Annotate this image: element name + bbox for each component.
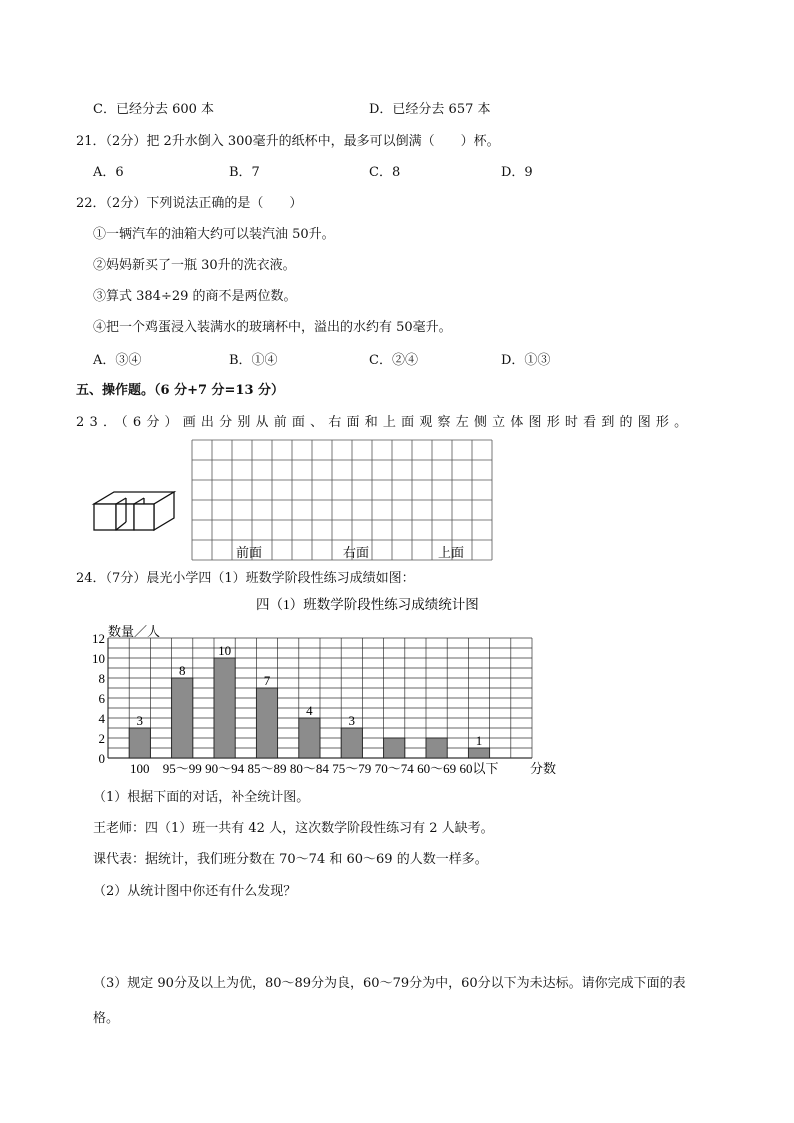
q24-stem: 24．（7分）晨光小学四（1）班数学阶段性练习成绩如图： — [76, 571, 415, 586]
q23-figure — [86, 436, 506, 566]
y-tick-label: 4 — [98, 711, 105, 726]
q22-option-c: C．②④ — [369, 353, 418, 368]
q20-option-d: D．已经分去 657 本 — [369, 102, 491, 117]
bar-data-label: 3 — [348, 713, 356, 728]
section-5-heading: 五、操作题。（6 分+7 分=13 分） — [76, 383, 285, 398]
q24-teacher-dialogue: 王老师：四（1）班一共有 42 人，这次数学阶段性练习有 2 人缺考。 — [93, 821, 494, 836]
x-tick-label: 95～99 — [162, 761, 202, 776]
y-tick-label: 12 — [92, 631, 105, 646]
q22-option-a: A．③④ — [93, 353, 142, 368]
x-tick-label: 60～69 — [417, 761, 457, 776]
view-label-front: 前面 — [236, 545, 263, 560]
chart-bar — [256, 688, 277, 758]
q24-rep-dialogue: 课代表：据统计，我们班分数在 70～74 和 60～69 的人数一样多。 — [93, 852, 488, 867]
chart-bar — [214, 658, 235, 758]
bar-data-label: 10 — [218, 643, 232, 658]
q22-option-d: D．①③ — [501, 353, 551, 368]
bar-data-label: 7 — [263, 673, 271, 688]
view-label-top: 上面 — [438, 545, 465, 560]
chart-bar — [299, 718, 320, 758]
q22-option-b: B．①④ — [229, 353, 278, 368]
q22-statement-1: ①一辆汽车的油箱大约可以装汽油 50升。 — [93, 227, 335, 242]
q23-stem: 23．（6分）画出分别从前面、右面和上面观察左侧立体图形时看到的图形。 — [76, 415, 693, 430]
chart-bar — [172, 678, 193, 758]
x-tick-label: 100 — [130, 761, 150, 776]
x-axis-label: 分数 — [530, 761, 557, 776]
q24-part3-line1: （3）规定 90分及以上为优，80～89分为良，60～79分为中，60分以下为未达标。请你完成下面的表 — [93, 976, 686, 991]
y-axis-label: 数量／人 — [108, 624, 161, 639]
q22-statement-4: ④把一个鸡蛋浸入装满水的玻璃杯中，溢出的水约有 50毫升。 — [93, 320, 452, 335]
x-tick-label: 85～89 — [247, 761, 287, 776]
q21-option-a: A．6 — [93, 165, 124, 180]
x-tick-label: 90～94 — [205, 761, 245, 776]
q21-stem: 21．（2分）把 2升水倒入 300毫升的纸杯中，最多可以倒满（ ）杯。 — [76, 134, 500, 149]
bar-data-label: 8 — [178, 663, 186, 678]
solid-figure — [94, 492, 174, 530]
q22-statement-3: ③算式 384÷29 的商不是两位数。 — [93, 289, 297, 304]
chart-title: 四（1）班数学阶段性练习成绩统计图 — [256, 597, 479, 612]
x-tick-label: 80～84 — [289, 761, 329, 776]
x-tick-label: 60以下 — [459, 761, 499, 776]
score-bar-chart — [86, 590, 557, 780]
q21-option-d: D．9 — [501, 165, 533, 180]
q20-option-c: C．已经分去 600 本 — [93, 102, 215, 117]
q24-part1: （1）根据下面的对话，补全统计图。 — [93, 790, 310, 805]
chart-bar — [426, 738, 447, 758]
drawing-grid[interactable] — [192, 440, 492, 560]
q24-part3-line2: 格。 — [93, 1011, 120, 1026]
y-tick-label: 2 — [98, 731, 105, 746]
chart-bar — [468, 748, 489, 758]
x-tick-label: 70～74 — [374, 761, 414, 776]
x-tick-label: 75～79 — [332, 761, 372, 776]
q24-part2: （2）从统计图中你还有什么发现？ — [93, 884, 297, 899]
bar-data-label: 3 — [136, 713, 144, 728]
q21-option-c: C．8 — [369, 165, 401, 180]
chart-bar — [129, 728, 150, 758]
bar-data-label: 1 — [475, 733, 483, 748]
chart-bar — [384, 738, 405, 758]
q22-statement-2: ②妈妈新买了一瓶 30升的洗衣液。 — [93, 258, 296, 273]
y-tick-label: 0 — [98, 751, 105, 766]
y-tick-label: 10 — [92, 651, 105, 666]
view-label-right: 右面 — [343, 545, 370, 560]
q22-stem: 22．（2分）下列说法正确的是（ ） — [76, 196, 303, 211]
bar-data-label: 4 — [306, 703, 313, 718]
y-tick-label: 6 — [98, 691, 105, 706]
chart-bar — [341, 728, 362, 758]
q21-option-b: B．7 — [229, 165, 260, 180]
y-tick-label: 8 — [98, 671, 105, 686]
